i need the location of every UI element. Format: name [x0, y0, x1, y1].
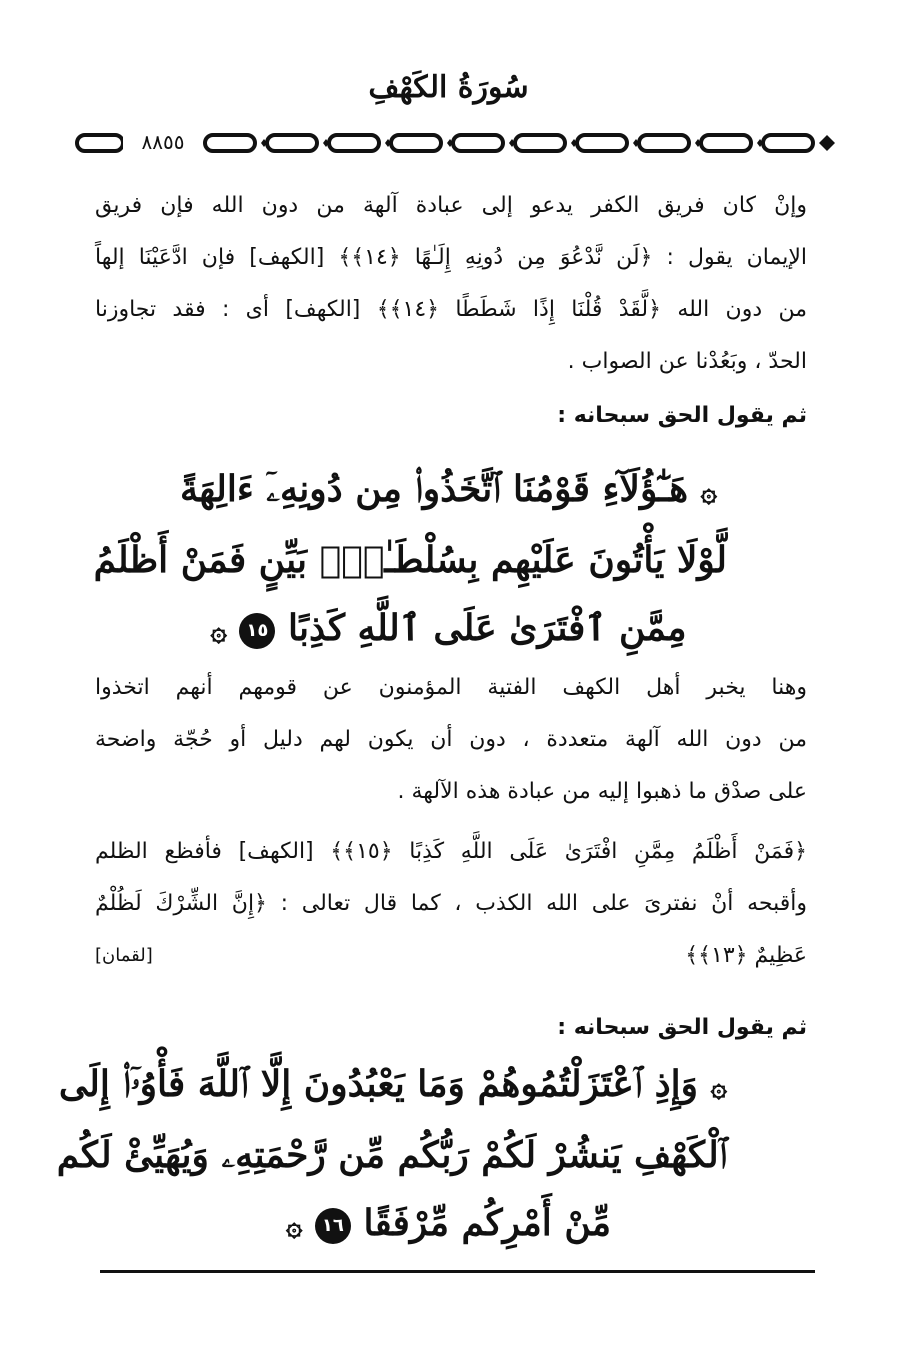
footer-rule — [100, 1270, 815, 1273]
paragraph-3-line — [95, 930, 807, 982]
paragraph-1 — [95, 180, 807, 388]
verse-close-ornament-icon: ۞ — [285, 1209, 303, 1242]
intro-line-2: ثم يقول الحق سبحانه : — [557, 1015, 807, 1040]
paragraph-2-line: من دون الله آلهة متعددة ، دون أن يكون لهم دليل أو حُجّة واضحة — [95, 727, 807, 752]
surah-reference: [لقمان] — [95, 945, 153, 966]
paragraph-1-line: الإيمان يقول : ﴿لَن نَّدْعُوَ مِن دُونِهِ إِلَـٰهًا ﴿١٤﴾﴾ [الكهف] فإن ادَّعَيْنَا إلهاً — [95, 245, 807, 270]
verse-16-block — [56, 1050, 727, 1260]
verse-close-ornament-icon: ۞ — [210, 614, 227, 647]
page-number: ٨٨٥٥ — [123, 128, 203, 156]
paragraph-3-last-text: عَظِيمٌ ﴿١٣﴾﴾ — [685, 943, 807, 968]
intro-line-1: ثم يقول الحق سبحانه : — [557, 403, 807, 428]
verse-15-line-3 — [170, 594, 727, 665]
verse-16-text: مِّنْ أَمْرِكُم مِّرْفَقًا — [363, 1202, 612, 1244]
paragraph-2-line: وهنا يخبر أهل الكهف الفتية المؤمنون عن قومهم أنهم اتخذوا — [95, 675, 807, 700]
paragraph-1-line: من دون الله ﴿لَّقَدْ قُلْنَا إِذًا شَطَطًا ﴿١٤﴾﴾ [الكهف] أى : فقد تجاوزنا — [95, 297, 807, 322]
verse-open-ornament-icon: ۞ — [700, 475, 718, 508]
verse-16-text: وَإِذِ ٱعْتَزَلْتُمُوهُمْ وَمَا يَعْبُدُونَ إِلَّا ٱللَّهَ فَأْوُۥٓا۟ إِلَى — [58, 1063, 699, 1105]
paragraph-3-line: وأقبحه أنْ نفترىَ على الله الكذب ، كما قال تعالى : ﴿إِنَّ الشِّرْكَ لَظُلْمٌ — [95, 891, 807, 916]
paragraph-3-line: ﴿فَمَنْ أَظْلَمُ مِمَّنِ افْتَرَىٰ عَلَى اللَّهِ كَذِبًا ﴿١٥﴾﴾ [الكهف] فأفظع الظلم — [95, 839, 807, 864]
verse-16-line-1 — [58, 1050, 727, 1121]
paragraph-2-line: على صدْق ما ذهبوا إليه من عبادة هذه الآلهة . — [397, 779, 807, 804]
header-chain-rule — [75, 126, 840, 160]
paragraph-1-line: الحدّ ، وبَعُدْنا عن الصواب . — [567, 349, 807, 374]
verse-15-text: هَـٰٓؤُلَآءِ قَوْمُنَا ٱتَّخَذُوا۟ مِن دُونِهِۦٓ ءَالِهَةً — [179, 468, 689, 510]
paragraph-2 — [95, 662, 807, 818]
verse-15-line-1 — [170, 455, 727, 526]
ayah-number-badge: ١٥ — [239, 613, 275, 649]
verse-15-block — [93, 455, 727, 665]
verse-16-line-3 — [170, 1189, 727, 1260]
verse-16-line-2: ٱلْكَهْفِ يَنشُرْ لَكُمْ رَبُّكُم مِّن رَّحْمَتِهِۦ وَيُهَيِّئْ لَكُم — [56, 1134, 727, 1176]
paragraph-1-line: وإنْ كان فريق الكفر يدعو إلى عبادة آلهة من دون الله فإن فريق — [95, 193, 807, 218]
ayah-number-badge: ١٦ — [315, 1208, 351, 1244]
paragraph-3 — [95, 826, 807, 982]
verse-15-line-2: لَّوْلَا يَأْتُونَ عَلَيْهِم بِسُلْطَـٰنٍۭ بَيِّنٍ فَمَنْ أَظْلَمُ — [93, 539, 727, 581]
verse-open-ornament-icon: ۞ — [710, 1070, 727, 1103]
surah-title: سُورَةُ الكَهْفِ — [368, 70, 529, 105]
verse-15-text: مِمَّنِ ٱفْتَرَىٰ عَلَى ٱللَّهِ كَذِبًا — [287, 607, 687, 649]
